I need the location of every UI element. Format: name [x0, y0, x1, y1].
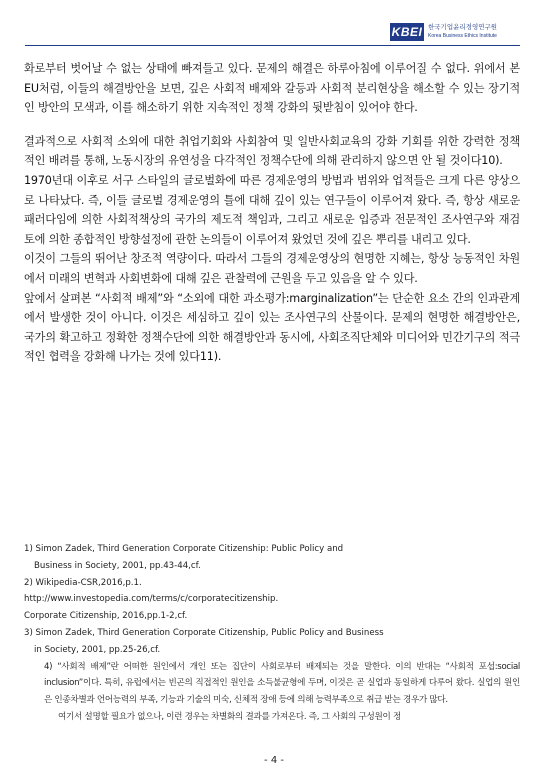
footnote-2: 2) Wikipedia-CSR,2016,p.1. [24, 577, 142, 588]
paragraph: 화로부터 벗어날 수 없는 상태에 빠져들고 있다. 문제의 해결은 하루아침에 이루어질 수 없다. 위에서 본 EU처럼, 이들의 해결방안을 보면, 깊은 사회적 배제와 갈등과 사회적 분리현상을 해소할 수 있는 장기적인 방안의 모색과, 이를 해소하기 위한 지속적인 정책 강화의 뒷받침이 있어야 한다. [24, 62, 520, 115]
footnotes [24, 541, 520, 726]
institute-logo [390, 23, 520, 43]
footnote-4-cont: 여기서 설명할 필요가 없으나, 이런 경우는 차별화의 결과를 가져온다. 즉, 그 사회의 구성원이 정 [58, 711, 401, 722]
footnote-1-cont: Business in Society, 2001, pp.43-44,cf. [34, 560, 201, 571]
logo-mark: KBEI [391, 25, 423, 39]
footnote-4-text: 4) “사회적 배제”란 어떠한 원인에서 개인 또는 집단이 사회로부터 배제되는 것을 말한다. 이의 반대는 “사회적 포섭:social inclusion”이다. 특히, 유럽에서는 빈곤의 직접적인 원인을 소득불균형에 두며, 이것은 곧 실업과 동일하게 다루어 왔다. 실업의 원인은 인종차별과 언어능력의 부족, 기능과 기술의 미숙, 신체적 장애 등에 의해 능력부족으로 취급 받는 경우가 많다. [44, 661, 520, 706]
footnote-4 [24, 659, 520, 726]
footnote-3: 3) Simon Zadek, Third Generation Corporate Citizenship, Public Policy and Business [24, 627, 384, 638]
header-rule [25, 45, 520, 46]
footnote-3-cont: in Society, 2001, pp.25-26,cf. [34, 644, 161, 655]
logo-text [428, 23, 497, 40]
footnote-2-url: http://www.investopedia.com/terms/c/corporatecitizenship. [24, 594, 279, 605]
org-name-ko: 한국기업윤리경영연구원 [428, 23, 498, 31]
paragraph: 이것이 그들의 뛰어난 창조적 역량이다. 따라서 그들의 경제운영상의 현명한 지혜는, 항상 능동적인 차원에서 미래의 변혁과 사회변화에 대해 깊은 관찰력에 근원을 두고 있음을 알 수 있다. [24, 252, 520, 285]
footnote-2-cont: Corporate Citizenship, 2016,pp.1-2,cf. [24, 611, 188, 622]
paragraph: 결과적으로 사회적 소외에 대한 취업기회와 사회참여 및 일반사회교육의 강화 기회를 위한 강력한 정책적인 배려를 통해, 노동시장의 유연성을 다각적인 정책수단에 의해 관리하지 않으면 안 될 것이다10). [24, 134, 520, 168]
page-number: - 4 - [264, 755, 284, 766]
org-name-en: Korea Business Ethics Institute [428, 33, 497, 39]
body-text [24, 59, 520, 367]
footnote-1: 1) Simon Zadek, Third Generation Corporate Citizenship: Public Policy and [24, 544, 344, 554]
paragraph: 앞에서 살펴본 “사회적 배제”와 “소외에 대한 과소평가:marginalization”는 단순한 요소 간의 인과관계에서 발생한 것이 아니다. 이것은 세심하고 깊이 있는 조사연구의 산물이다. 문제의 현명한 해결방안은, 국가의 확고하고 정확한 정책수단에 의한 해결방안과 동시에, 사회조직단체와 미디어와 민간기구의 적극적인 협력을 강화해 나가는 것에 있다11). [24, 291, 520, 364]
paragraph: 1970년대 이후로 서구 스타일의 글로벌화에 따른 경제운영의 방법과 범위와 업적들은 크게 다른 양상으로 나타났다. 즉, 이들 글로벌 경제운영의 틀에 대해 깊이 있는 연구들이 이루어져 왔다. 즉, 항상 새로운 패러다임에 의한 사회적책상의 국가의 제도적 책임과, 그리고 새로운 입증과 전문적인 조사연구와 재검토에 의한 종합적인 방향설정에 관한 논의들이 이루어져 왔었던 것에 깊은 뿌리를 내리고 있다. [24, 173, 520, 246]
